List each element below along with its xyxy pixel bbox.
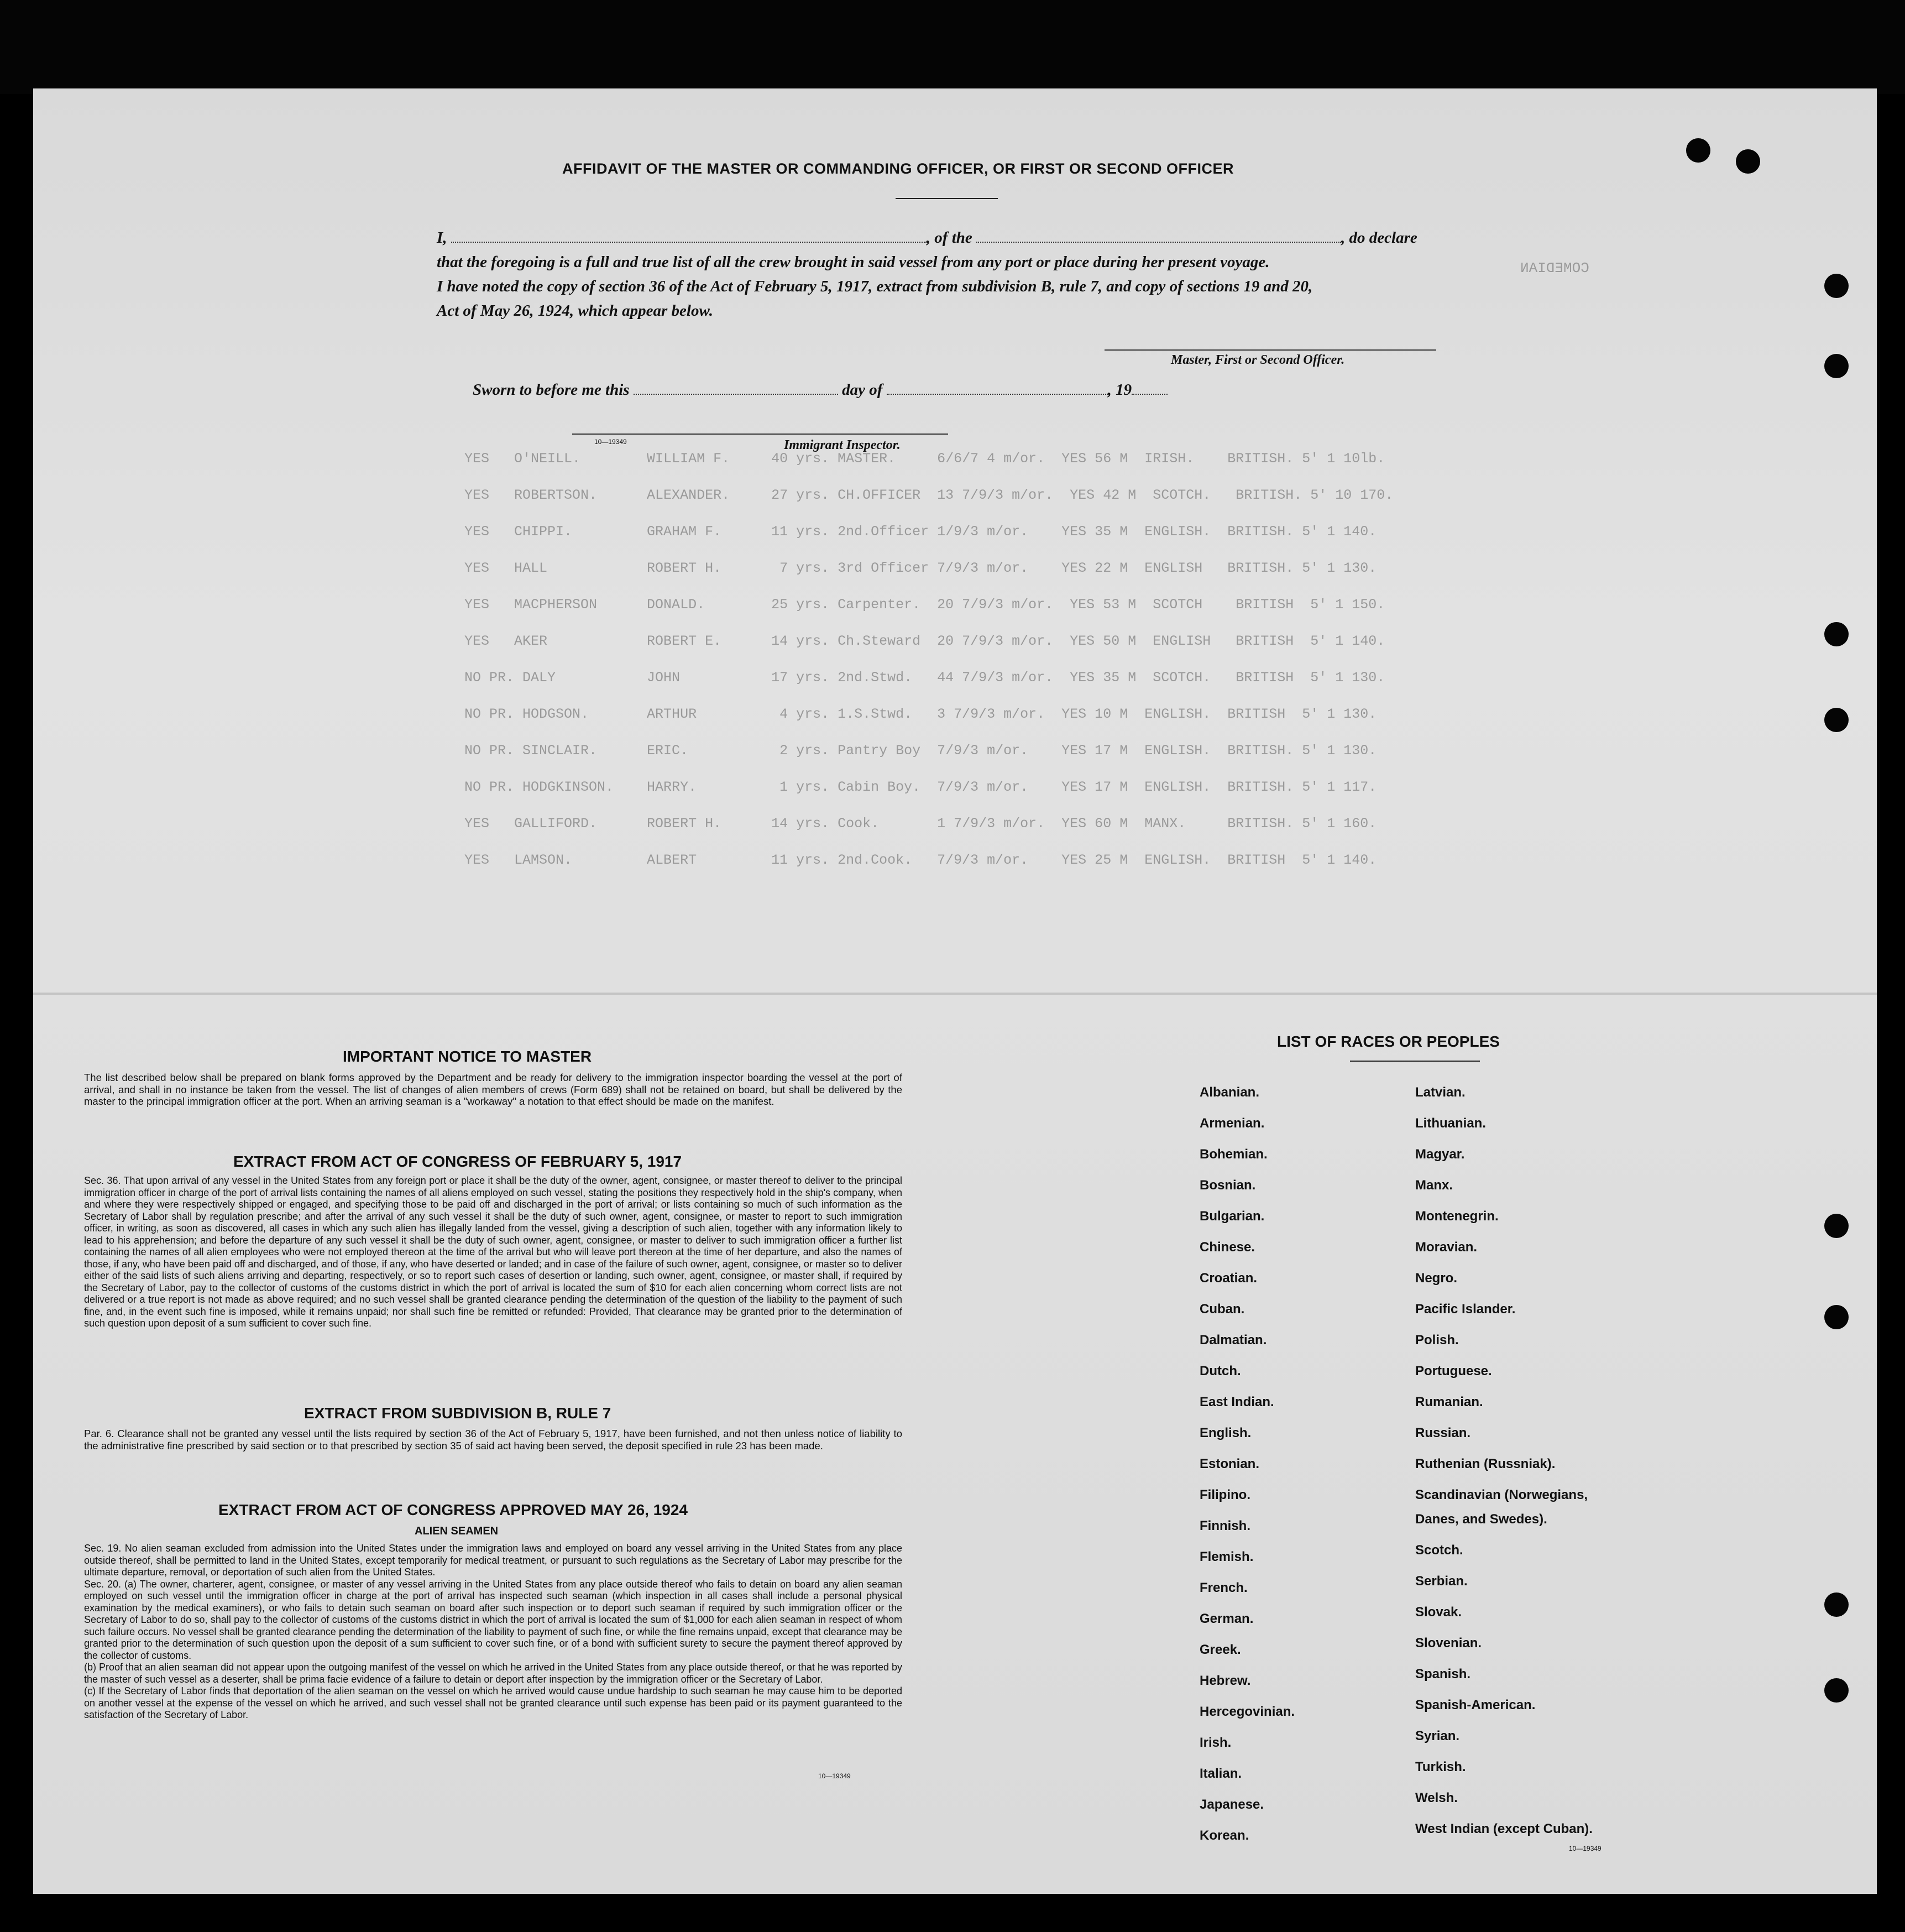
- sworn-year-prefix: , 19: [1107, 381, 1132, 399]
- sworn-day-of: day of: [842, 381, 883, 399]
- race-item: Danes, and Swedes).: [1415, 1512, 1547, 1527]
- race-item: Irish.: [1200, 1735, 1232, 1750]
- crew-row: NO PR. SINCLAIR. ERIC. 2 yrs. Pantry Boy 7/9/3 m/or. YES 17 M ENGLISH. BRITISH. 5' 1 130.: [464, 743, 1377, 759]
- race-item: Rumanian.: [1415, 1395, 1483, 1409]
- declaration-line-2: that the foregoing is a full and true list of all the crew brought in said vessel from any port or place during her present voyage.: [437, 253, 1270, 271]
- extract-1924-body: [84, 1543, 902, 1721]
- race-item: Polish.: [1415, 1333, 1459, 1348]
- declaration-line-3: I have noted the copy of section 36 of the Act of February 5, 1917, extract from subdivision B, rule 7, and copy of sections 19 and 20,: [437, 278, 1313, 295]
- race-item: Scotch.: [1415, 1543, 1463, 1558]
- race-item: French.: [1200, 1580, 1248, 1595]
- race-item: Finnish.: [1200, 1518, 1250, 1533]
- race-item: Latvian.: [1415, 1085, 1466, 1100]
- signature-label: Master, First or Second Officer.: [1171, 353, 1345, 367]
- affidavit-title: AFFIDAVIT OF THE MASTER OR COMMANDING OFFICER, OR FIRST OR SECOND OFFICER: [562, 160, 1234, 177]
- inspector-label: Immigrant Inspector.: [784, 438, 901, 452]
- crew-row: YES CHIPPI. GRAHAM F. 11 yrs. 2nd.Officer 1/9/3 m/or. YES 35 M ENGLISH. BRITISH. 5' 1 140.: [464, 524, 1377, 540]
- sworn-year-blank: [1132, 378, 1168, 395]
- races-form-number: 10—19349: [1569, 1845, 1602, 1852]
- declaration-suffix: , do declare: [1341, 229, 1417, 247]
- binder-hole: [1736, 149, 1760, 174]
- crew-row: YES O'NEILL. WILLIAM F. 40 yrs. MASTER. 6/6/7 4 m/or. YES 56 M IRISH. BRITISH. 5' 1 10lb.: [464, 451, 1385, 467]
- race-item: Pacific Islander.: [1415, 1302, 1516, 1317]
- race-item: Armenian.: [1200, 1116, 1265, 1131]
- race-item: English.: [1200, 1425, 1252, 1440]
- race-item: Slovak.: [1415, 1605, 1462, 1620]
- declaration-prefix: I,: [437, 229, 447, 247]
- crew-row: YES GALLIFORD. ROBERT H. 14 yrs. Cook. 1 7/9/3 m/or. YES 60 M MANX. BRITISH. 5' 1 160.: [464, 816, 1377, 832]
- crew-row: NO PR. DALY JOHN 17 yrs. 2nd.Stwd. 44 7/9/3 m/or. YES 35 M SCOTCH. BRITISH 5' 1 130.: [464, 670, 1385, 686]
- sworn-prefix: Sworn to before me this: [473, 381, 630, 399]
- crew-row: YES MACPHERSON DONALD. 25 yrs. Carpenter. 20 7/9/3 m/or. YES 53 M SCOTCH BRITISH 5' 1 150.: [464, 597, 1385, 613]
- race-item: German.: [1200, 1611, 1254, 1626]
- race-item: Italian.: [1200, 1766, 1242, 1781]
- races-title: LIST OF RACES OR PEOPLES: [1277, 1033, 1500, 1050]
- extract-1924-title: EXTRACT FROM ACT OF CONGRESS APPROVED MAY 26, 1924: [218, 1501, 688, 1518]
- binder-hole: [1824, 708, 1849, 732]
- race-item: Negro.: [1415, 1271, 1458, 1286]
- race-item: East Indian.: [1200, 1395, 1274, 1409]
- race-item: Lithuanian.: [1415, 1116, 1486, 1131]
- extract-form-number: 10—19349: [818, 1772, 851, 1780]
- sworn-line: [473, 378, 1168, 399]
- race-item: Dalmatian.: [1200, 1333, 1267, 1348]
- fold-line: [33, 993, 1877, 995]
- sec-20a-text: Sec. 20. (a) The owner, charterer, agent, consignee, or master of any vessel arriving in the United States from any place outside thereof who fails to detain on board any alien seaman employed on such vessel until the immigration officer in charge at the port of arrival has inspected such seaman (which inspection in all cases shall include a personal physical examination by the medical examiners), or who fails to detain such seaman on board after such inspection or to deport such seaman if required by such immigration officer or the Secretary of Labor to do so, shall pay to the collector of customs of the customs district in which the port of arrival is located the sum of $1,000 for each alien seaman in respect of whom such failure occurs. No vessel shall be granted clearance pending the determination of the liability to payment of such fine, or while the fine remains unpaid, except that clearance may be granted prior to the determination of such question upon the deposit of a sum sufficient to cover such fine, or of a bond with sufficient surety to secure the payment thereof approved by the collector of customs.: [84, 1578, 902, 1661]
- binder-hole: [1824, 354, 1849, 378]
- race-item: Filipino.: [1200, 1487, 1250, 1502]
- races-title-underline: [1350, 1061, 1480, 1062]
- binder-hole: [1824, 274, 1849, 298]
- race-item: Moravian.: [1415, 1240, 1478, 1255]
- binder-hole: [1824, 1214, 1849, 1238]
- race-item: Croatian.: [1200, 1271, 1258, 1286]
- race-item: West Indian (except Cuban).: [1415, 1821, 1593, 1836]
- notice-text: The list described below shall be prepared on blank forms approved by the Department and be ready for delivery to the immigration inspector boarding the vessel at the port of arrival, and shall in no instance be taken from the vessel. The list of changes of alien members of crews (Form 689) shall not be retained on board, but shall be delivered by the master to the principal immigration officer at the port. When an arriving seaman is a "workaway" a notation to that effect should be made on the manifest.: [84, 1072, 902, 1107]
- binder-hole: [1686, 138, 1710, 163]
- race-item: Flemish.: [1200, 1549, 1254, 1564]
- race-item: Syrian.: [1415, 1729, 1460, 1743]
- crew-row: YES LAMSON. ALBERT 11 yrs. 2nd.Cook. 7/9/3 m/or. YES 25 M ENGLISH. BRITISH 5' 1 140.: [464, 852, 1377, 868]
- sworn-month-blank: [887, 378, 1108, 395]
- declaration-line-1: [437, 226, 1531, 250]
- declaration-of: , of the: [926, 229, 972, 247]
- race-item: Chinese.: [1200, 1240, 1255, 1255]
- sec-20c-text: (c) If the Secretary of Labor finds that deportation of the alien seaman on the vessel on which he arrived would cause undue hardship to such seaman he may cause him to be deported on another vessel at the expense of the vessel on which he arrived, and such vessel shall not be granted clearance until such expense has been paid or its payment guaranteed to the satisfaction of the Secretary of Labor.: [84, 1685, 902, 1720]
- binder-hole: [1824, 622, 1849, 646]
- extract-1917-text: Sec. 36. That upon arrival of any vessel in the United States from any foreign port or place it shall be the duty of the owner, agent, consignee, or master thereof to deliver to the principal immigration officer in charge of the port of arrival lists containing the names of all aliens employed on such vessel, stating the positions they respectively hold in the ship's company, when and where they were respectively shipped or engaged, and specifying those to be paid off and discharged in the port of arrival; or lists containing so much of such information as the Secretary of Labor shall by regulation prescribe; and after the arrival of any such vessel it shall be the duty of such owner, agent, consignee, or master to report to such immigration officer, in writing, as soon as discovered, all cases in which any such alien has illegally landed from the vessel, giving a description of such alien, together with any information likely to lead to his apprehension; and before the departure of any such vessel it shall be the duty of such owner, agent, consignee, or master to deliver to such immigration officer a further list containing the names of all alien employees who were not employed thereon at the time of the arrival but who will leave port thereon at the time of her departure, and also the names of those, if any, who have been paid off and discharged, and of those, if any, who have deserted or landed; and in case of the failure of such owner, agent, consignee, or master so to deliver either of the said lists of such aliens arriving and departing, respectively, or so to report such cases of desertion or landing, such owner, agent, consignee, or master shall, if required by the Secretary of Labor, pay to the collector of customs of the customs district in which the port of arrival is located the sum of $10 for each alien concerning whom correct lists are not delivered or a true report is not made as above required; and no such vessel shall be granted clearance pending the determination of the question of the liability to the payment of such fine, and, in the event such fine is imposed, while it remains unpaid; nor shall such fine be remitted or refunded: Provided, That clearance may be granted prior to the determination of such question upon deposit of a sum sufficient to cover such fine.: [84, 1175, 902, 1329]
- alien-seamen-subtitle: ALIEN SEAMEN: [415, 1525, 499, 1537]
- manifest-page: [33, 88, 1877, 1894]
- declaration-block: [437, 226, 1531, 323]
- affidavit-form-number: 10—19349: [594, 438, 627, 446]
- race-item: Russian.: [1415, 1425, 1471, 1440]
- binder-hole: [1824, 1305, 1849, 1329]
- notice-title: IMPORTANT NOTICE TO MASTER: [343, 1048, 592, 1065]
- rule7-text: Par. 6. Clearance shall not be granted any vessel until the lists required by section 36 of the Act of February 5, 1917, have been furnished, and not then unless notice of liability to the administrative fine prescribed by said section or to that prescribed by section 35 of said act having been served, the deposit specified in rule 23 has been made.: [84, 1428, 902, 1451]
- race-item: Spanish.: [1415, 1667, 1471, 1682]
- race-item: Bohemian.: [1200, 1147, 1268, 1162]
- extract-1917-title: EXTRACT FROM ACT OF CONGRESS OF FEBRUARY 5, 1917: [233, 1153, 682, 1170]
- race-item: Magyar.: [1415, 1147, 1465, 1162]
- crew-row: YES ROBERTSON. ALEXANDER. 27 yrs. CH.OFFICER 13 7/9/3 m/or. YES 42 M SCOTCH. BRITISH. 5' 10 170.: [464, 487, 1394, 503]
- inspector-signature-line: [572, 434, 948, 435]
- race-item: Korean.: [1200, 1828, 1249, 1843]
- race-item: Dutch.: [1200, 1364, 1241, 1378]
- race-item: Scandinavian (Norwegians,: [1415, 1487, 1588, 1502]
- scan-border-top: [0, 0, 1905, 94]
- race-item: Slovenian.: [1415, 1636, 1482, 1651]
- rule7-title: EXTRACT FROM SUBDIVISION B, RULE 7: [304, 1404, 611, 1422]
- sworn-day-blank: [634, 378, 838, 395]
- race-item: Cuban.: [1200, 1302, 1245, 1317]
- race-item: Estonian.: [1200, 1456, 1260, 1471]
- race-item: Bosnian.: [1200, 1178, 1256, 1193]
- sec-20b-text: (b) Proof that an alien seaman did not appear upon the outgoing manifest of the vessel on which he arrived in the United States from any place outside thereof, or that he was reported by the master of such vessel as a deserter, shall be prima facie evidence of a failure to detain or deport after inspection by the immigration officer or the Secretary of Labor.: [84, 1662, 902, 1685]
- race-item: Montenegrin.: [1415, 1209, 1499, 1224]
- signature-line: [1105, 349, 1436, 351]
- race-item: Greek.: [1200, 1642, 1241, 1657]
- race-item: Serbian.: [1415, 1574, 1468, 1589]
- crew-row: YES AKER ROBERT E. 14 yrs. Ch.Steward 20 7/9/3 m/or. YES 50 M ENGLISH BRITISH 5' 1 140.: [464, 633, 1385, 649]
- race-item: Turkish.: [1415, 1759, 1466, 1774]
- race-item: Portuguese.: [1415, 1364, 1492, 1378]
- vessel-name-blank: [976, 226, 1341, 243]
- race-item: Welsh.: [1415, 1790, 1458, 1805]
- race-item: Manx.: [1415, 1178, 1453, 1193]
- title-underline: [896, 198, 998, 199]
- race-item: Bulgarian.: [1200, 1209, 1265, 1224]
- race-item: Spanish-American.: [1415, 1698, 1536, 1712]
- race-item: Albanian.: [1200, 1085, 1260, 1100]
- reverse-stamp: COMEDIAN: [1520, 260, 1589, 276]
- declarant-name-blank: [451, 226, 927, 243]
- crew-row: NO PR. HODGKINSON. HARRY. 1 yrs. Cabin Boy. 7/9/3 m/or. YES 17 M ENGLISH. BRITISH. 5' 1 117.: [464, 779, 1377, 795]
- crew-row: YES HALL ROBERT H. 7 yrs. 3rd Officer 7/9/3 m/or. YES 22 M ENGLISH BRITISH. 5' 1 130.: [464, 560, 1377, 576]
- binder-hole: [1824, 1592, 1849, 1617]
- sec-19-text: Sec. 19. No alien seaman excluded from admission into the United States under the immigration laws and employed on board any vessel arriving in the United States from any place outside thereof, shall be permitted to land in the United States, except temporarily for medical treatment, or pursuant to such regulations as the Secretary of Labor may prescribe for the ultimate departure, removal, or deportation of such alien from the United States.: [84, 1543, 902, 1578]
- race-item: Japanese.: [1200, 1797, 1264, 1812]
- race-item: Hebrew.: [1200, 1673, 1251, 1688]
- binder-hole: [1824, 1678, 1849, 1703]
- race-item: Hercegovinian.: [1200, 1704, 1295, 1719]
- race-item: Ruthenian (Russniak).: [1415, 1456, 1556, 1471]
- declaration-line-4: Act of May 26, 1924, which appear below.: [437, 302, 713, 320]
- crew-row: NO PR. HODGSON. ARTHUR 4 yrs. 1.S.Stwd. 3 7/9/3 m/or. YES 10 M ENGLISH. BRITISH 5' 1 130.: [464, 706, 1377, 722]
